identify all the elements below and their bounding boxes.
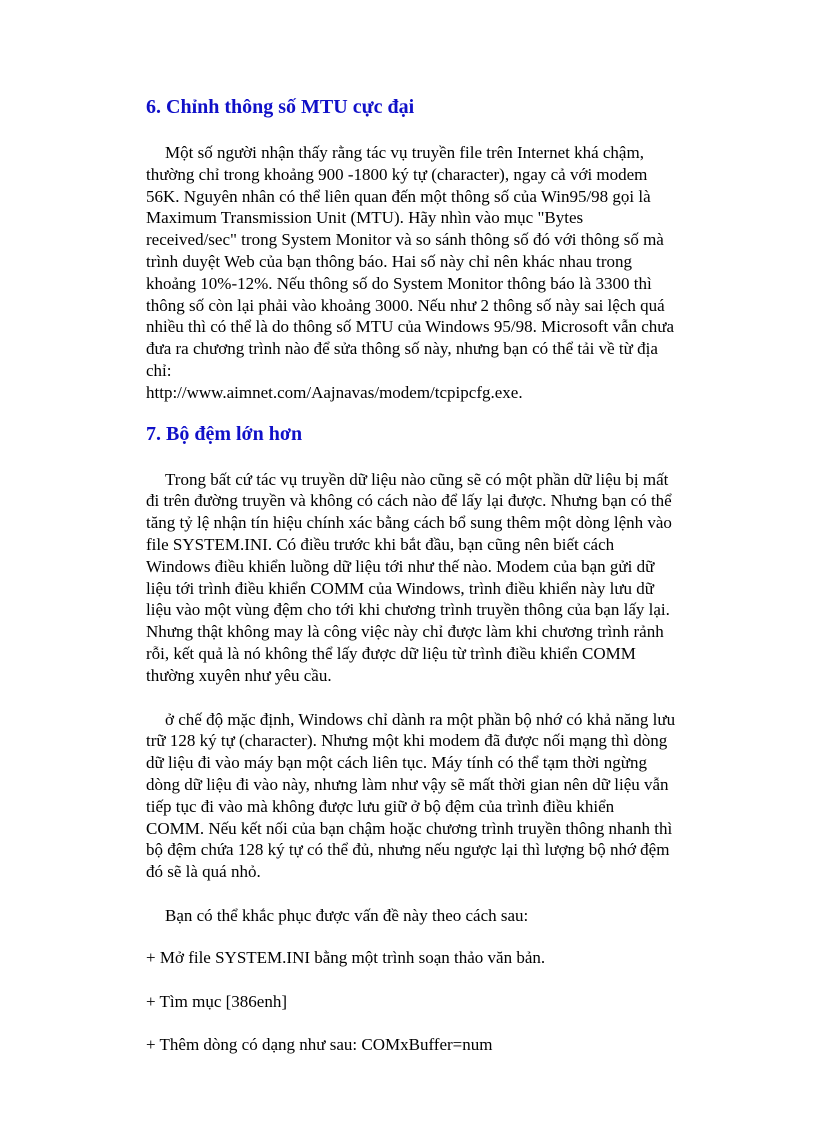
section-6-heading: 6. Chỉnh thông số MTU cực đại xyxy=(146,96,415,118)
section-7-paragraph-3: Bạn có thể khắc phục được vấn đề này theo cách sau: xyxy=(165,905,529,925)
section-6-paragraph: Một số người nhận thấy rằng tác vụ truyền file trên Internet khá chậm, thường chỉ trong khoảng 900 -1800 ký tự (character), ngay cả với modem 56K. Nguyên nhân có thể liên quan đến một thông số của Win95/98 gọi là Maximum Transmission Unit (MTU). Hãy nhìn vào mục "Bytes received/sec" trong System Monitor và so sánh thông số đó với thông số mà trình duyệt Web của bạn thông báo. Hai số này chỉ nên khác nhau trong khoảng 10%-12%. Nếu thông số do System Monitor thông báo là 3300 thì thông số còn lại phải vào khoảng 3000. Nếu như 2 thông số này sai lệch quá nhiều thì có thể là do thông số MTU của Windows 95/98. Microsoft vẫn chưa đưa ra chương trình nào để sửa thông số này, nhưng bạn có thể tải về từ địa chỉ: xyxy=(146,143,675,380)
document-page xyxy=(146,95,676,1056)
section-7-paragraph-1: Trong bất cứ tác vụ truyền dữ liệu nào cũng sẽ có một phần dữ liệu bị mất đi trên đường truyền và không có cách nào để lấy lại được. Nhưng bạn có thể tăng tỷ lệ nhận tín hiệu chính xác bằng cách bổ sung thêm một dòng lệnh vào file SYSTEM.INI. Có điều trước khi bắt đầu, bạn cũng nên biết cách Windows điều khiển luồng dữ liệu tới như thế nào. Modem của bạn gửi dữ liệu tới trình điều khiển COMM của Windows, trình điều khiển này lưu dữ liệu vào một vùng đệm cho tới khi chương trình truyền thông của bạn lấy lại. Nhưng thật không may là công việc này chỉ được làm khi chương trình rảnh rỗi, kết quả là nó không thể lấy được dữ liệu từ trình điều khiển COMM thường xuyên như yêu cầu. xyxy=(146,469,672,685)
step-item: + Tìm mục [386enh] xyxy=(146,991,287,1011)
step-item: + Mở file SYSTEM.INI bằng một trình soạn thảo văn bản. xyxy=(146,947,546,967)
section-7-paragraph-2: ở chế độ mặc định, Windows chỉ dành ra một phần bộ nhớ có khả năng lưu trữ 128 ký tự (character). Nhưng một khi modem đã được nối mạng thì dòng dữ liệu đi vào máy bạn một cách liên tục. Máy tính có thể tạm thời ngừng dòng dữ liệu đi vào này, nhưng làm như vậy sẽ mất thời gian nên dữ liệu vẫn tiếp tục đi vào mà không được lưu giữ ở bộ đệm của trình điều khiển COMM. Nếu kết nối của bạn chậm hoặc chương trình truyền thông nhanh thì bộ đệm chứa 128 ký tự có thể đủ, nhưng nếu ngược lại thì lượng bộ nhớ đệm đó sẽ là quá nhỏ. xyxy=(146,709,676,882)
step-item: + Thêm dòng có dạng như sau: COMxBuffer=num xyxy=(146,1035,493,1055)
download-url: http://www.aimnet.com/Aajnavas/modem/tcpipcfg.exe. xyxy=(146,382,523,402)
section-7-heading: 7. Bộ đệm lớn hơn xyxy=(146,422,303,445)
